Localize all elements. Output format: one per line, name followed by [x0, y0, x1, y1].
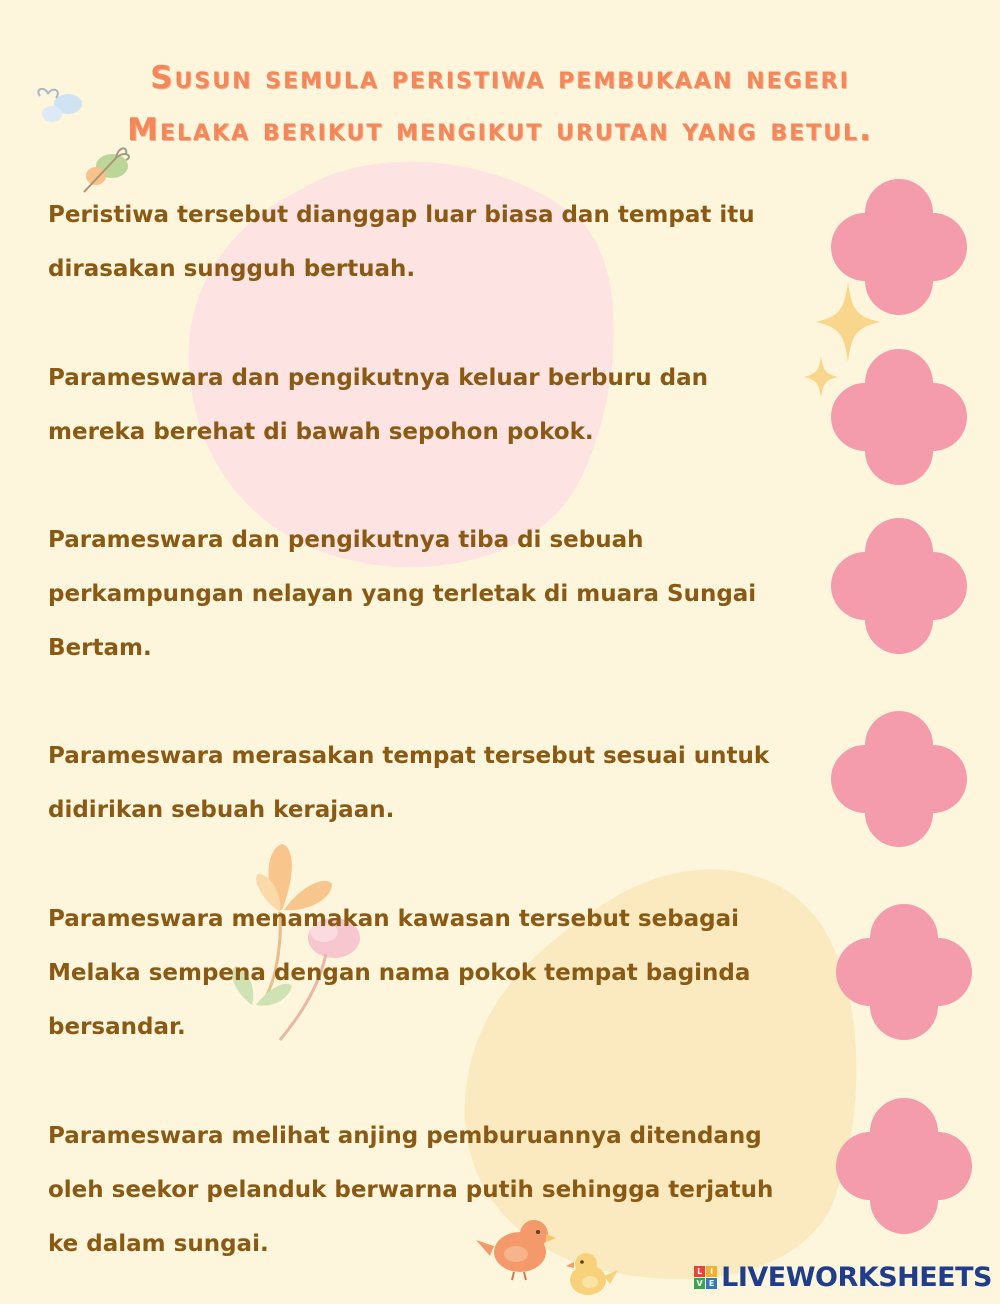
event-line: Parameswara dan pengikutnya tiba di sebuah	[48, 527, 644, 553]
event-line: Melaka sempena dengan nama pokok tempat baginda	[48, 960, 751, 986]
liveworksheets-branding[interactable]	[694, 1262, 992, 1292]
logo-letter-v: V	[694, 1278, 705, 1289]
answer-drop-zone[interactable]	[834, 902, 974, 1042]
event-line: Parameswara merasakan tempat tersebut sesuai untuk	[48, 743, 770, 769]
event-item[interactable]	[48, 513, 808, 675]
answer-drop-zone[interactable]	[829, 177, 969, 317]
worksheet-title	[30, 52, 970, 156]
event-line: mereka berehat di bawah sepohon pokok.	[48, 419, 594, 445]
liveworksheets-logo-icon	[694, 1266, 717, 1289]
event-line: Bertam.	[48, 635, 152, 661]
event-line: oleh seekor pelanduk berwarna putih sehingga terjatuh	[48, 1177, 774, 1203]
event-line: Peristiwa tersebut dianggap luar biasa dan tempat itu	[48, 202, 755, 228]
event-line: Parameswara dan pengikutnya keluar berburu dan	[48, 365, 708, 391]
event-item[interactable]	[48, 729, 808, 837]
event-item[interactable]	[48, 351, 808, 459]
answer-drop-zone[interactable]	[829, 347, 969, 487]
title-line-2: Melaka berikut mengikut urutan yang betul.	[127, 112, 873, 148]
logo-letter-e: E	[706, 1278, 717, 1289]
event-item[interactable]	[48, 892, 808, 1054]
event-item[interactable]	[48, 1109, 808, 1271]
event-line: Parameswara menamakan kawasan tersebut sebagai	[48, 906, 740, 932]
event-item[interactable]	[48, 188, 808, 296]
title-line-1: Susun semula peristiwa pembukaan negeri	[150, 60, 850, 96]
logo-letter-l: L	[694, 1266, 705, 1277]
answer-drop-zone[interactable]	[834, 1096, 974, 1236]
logo-letter-i: I	[706, 1266, 717, 1277]
brand-text: LIVEWORKSHEETS	[721, 1261, 992, 1293]
event-line: dirasakan sungguh bertuah.	[48, 256, 416, 282]
event-line: didirikan sebuah kerajaan.	[48, 797, 395, 823]
event-line: perkampungan nelayan yang terletak di muara Sungai	[48, 581, 757, 607]
event-line: bersandar.	[48, 1014, 186, 1040]
event-line: ke dalam sungai.	[48, 1231, 269, 1257]
answer-drop-zone[interactable]	[829, 709, 969, 849]
event-line: Parameswara melihat anjing pemburuannya ditendang	[48, 1123, 762, 1149]
answer-drop-zone[interactable]	[829, 516, 969, 656]
